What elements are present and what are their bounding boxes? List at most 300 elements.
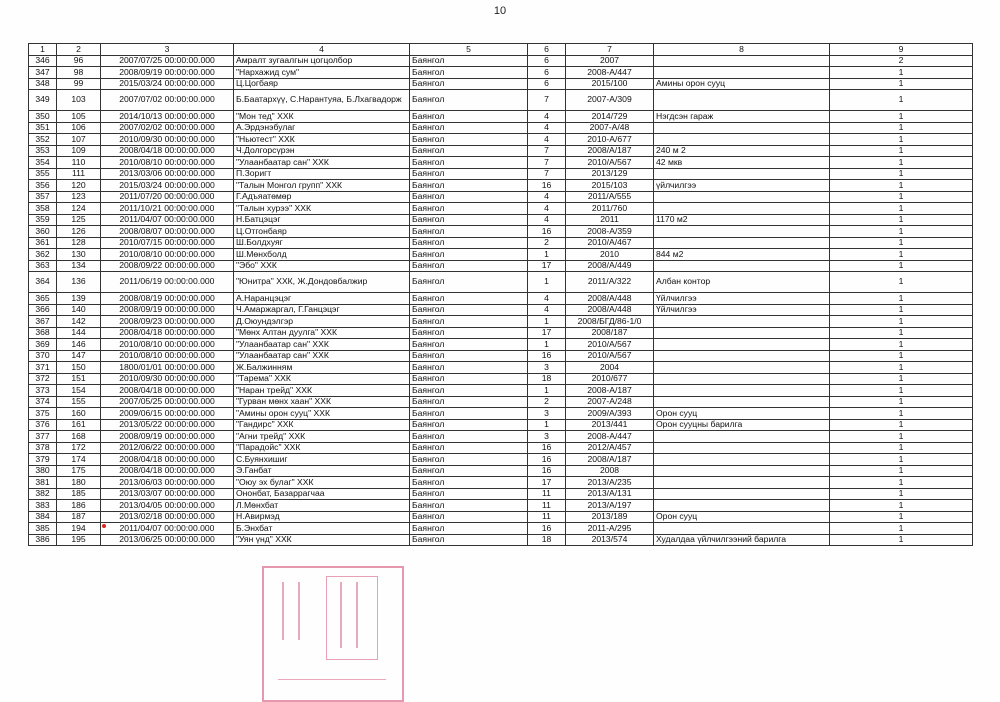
- decision-cell: 2009/А/393: [566, 408, 654, 420]
- district-cell: Баянгол: [410, 260, 528, 272]
- row-number: 381: [29, 477, 57, 489]
- decision-cell: 2012/А/457: [566, 442, 654, 454]
- name-cell: Ж.Балжинням: [234, 362, 410, 374]
- district-cell: Баянгол: [410, 385, 528, 397]
- count-cell: 1: [830, 260, 973, 272]
- district-cell: Баянгол: [410, 122, 528, 134]
- name-cell: "Талын хурээ" ХХК: [234, 203, 410, 215]
- district-cell: Баянгол: [410, 523, 528, 535]
- row-number: 359: [29, 214, 57, 226]
- row-number: 356: [29, 180, 57, 192]
- column-header-8: 8: [654, 44, 830, 56]
- date-cell: 1800/01/01 00:00:00.000: [101, 362, 234, 374]
- stamp-script-1: [282, 582, 292, 640]
- name-cell: "Наран трейд" ХХК: [234, 385, 410, 397]
- table-row: [29, 293, 973, 305]
- table-row: [29, 78, 973, 90]
- record-id: 142: [57, 316, 101, 328]
- decision-cell: 2013/129: [566, 168, 654, 180]
- khoroo-cell: 3: [528, 362, 566, 374]
- note-cell: Амины орон сууц: [654, 78, 830, 90]
- table-row: [29, 226, 973, 238]
- khoroo-cell: 1: [528, 272, 566, 293]
- date-cell: 2011/04/07 00:00:00.000: [101, 523, 234, 535]
- table-row: [29, 408, 973, 420]
- khoroo-cell: 7: [528, 168, 566, 180]
- name-cell: "Гандирс" ХХК: [234, 419, 410, 431]
- record-id: 96: [57, 55, 101, 67]
- record-id: 99: [57, 78, 101, 90]
- decision-cell: 2008/А/187: [566, 145, 654, 157]
- date-cell: 2012/06/22 00:00:00.000: [101, 442, 234, 454]
- khoroo-cell: 11: [528, 500, 566, 512]
- district-cell: Баянгол: [410, 90, 528, 111]
- date-cell: 2008/08/07 00:00:00.000: [101, 226, 234, 238]
- district-cell: Баянгол: [410, 78, 528, 90]
- row-number: 377: [29, 431, 57, 443]
- district-cell: Баянгол: [410, 488, 528, 500]
- record-id: 195: [57, 534, 101, 546]
- date-cell: 2013/06/03 00:00:00.000: [101, 477, 234, 489]
- date-cell: 2008/04/18 00:00:00.000: [101, 454, 234, 466]
- record-id: 144: [57, 327, 101, 339]
- count-cell: 1: [830, 477, 973, 489]
- khoroo-cell: 17: [528, 477, 566, 489]
- date-cell: 2011/06/19 00:00:00.000: [101, 272, 234, 293]
- district-cell: Баянгол: [410, 396, 528, 408]
- count-cell: 1: [830, 78, 973, 90]
- count-cell: 1: [830, 373, 973, 385]
- record-id: 107: [57, 134, 101, 146]
- count-cell: 1: [830, 180, 973, 192]
- row-number: 386: [29, 534, 57, 546]
- table-row: [29, 385, 973, 397]
- record-id: 186: [57, 500, 101, 512]
- khoroo-cell: 6: [528, 78, 566, 90]
- table-row: [29, 511, 973, 523]
- district-cell: Баянгол: [410, 419, 528, 431]
- khoroo-cell: 4: [528, 111, 566, 123]
- name-cell: Б.Баатархүү, С.Нарантуяа, Б.Лхагвадорж: [234, 90, 410, 111]
- khoroo-cell: 4: [528, 191, 566, 203]
- row-number: 355: [29, 168, 57, 180]
- note-cell: [654, 191, 830, 203]
- record-id: 194: [57, 523, 101, 535]
- row-number: 366: [29, 304, 57, 316]
- name-cell: Ч.Амаржаргал, Г.Ганцэцэг: [234, 304, 410, 316]
- district-cell: Баянгол: [410, 145, 528, 157]
- date-cell: 2010/08/10 00:00:00.000: [101, 350, 234, 362]
- table-row: [29, 55, 973, 67]
- date-cell: 2013/03/07 00:00:00.000: [101, 488, 234, 500]
- name-cell: Амралт зугаалгын цогцолбор: [234, 55, 410, 67]
- table-row: [29, 203, 973, 215]
- count-cell: 1: [830, 523, 973, 535]
- decision-cell: 2011/А/555: [566, 191, 654, 203]
- table-row: [29, 272, 973, 293]
- district-cell: Баянгол: [410, 191, 528, 203]
- records-table: [28, 43, 973, 546]
- record-id: 151: [57, 373, 101, 385]
- column-header-6: 6: [528, 44, 566, 56]
- decision-cell: 2011: [566, 214, 654, 226]
- count-cell: 1: [830, 350, 973, 362]
- date-cell: 2015/03/24 00:00:00.000: [101, 180, 234, 192]
- date-cell: 2011/10/21 00:00:00.000: [101, 203, 234, 215]
- row-number: 376: [29, 419, 57, 431]
- name-cell: "Гурван мөнх хаан" ХХК: [234, 396, 410, 408]
- district-cell: Баянгол: [410, 304, 528, 316]
- khoroo-cell: 18: [528, 373, 566, 385]
- count-cell: 1: [830, 500, 973, 512]
- stamp-script-2: [298, 582, 308, 640]
- district-cell: Баянгол: [410, 157, 528, 169]
- date-cell: 2008/08/19 00:00:00.000: [101, 293, 234, 305]
- record-id: 105: [57, 111, 101, 123]
- name-cell: Д.Оюундэлгэр: [234, 316, 410, 328]
- record-id: 136: [57, 272, 101, 293]
- decision-cell: 2008: [566, 465, 654, 477]
- row-number: 382: [29, 488, 57, 500]
- table-row: [29, 249, 973, 261]
- row-number: 360: [29, 226, 57, 238]
- table-row: [29, 534, 973, 546]
- decision-cell: 2007-А/309: [566, 90, 654, 111]
- row-number: 365: [29, 293, 57, 305]
- decision-cell: 2010-А/677: [566, 134, 654, 146]
- decision-cell: 2013/А/235: [566, 477, 654, 489]
- district-cell: Баянгол: [410, 111, 528, 123]
- row-number: 378: [29, 442, 57, 454]
- row-number: 346: [29, 55, 57, 67]
- count-cell: 2: [830, 55, 973, 67]
- record-id: 174: [57, 454, 101, 466]
- stamp-footer: [278, 679, 386, 694]
- row-number: 379: [29, 454, 57, 466]
- district-cell: Баянгол: [410, 168, 528, 180]
- table-body: [29, 55, 973, 546]
- khoroo-cell: 1: [528, 339, 566, 351]
- note-cell: [654, 237, 830, 249]
- date-cell: 2013/05/22 00:00:00.000: [101, 419, 234, 431]
- date-cell: 2007/02/02 00:00:00.000: [101, 122, 234, 134]
- table-row: [29, 477, 973, 489]
- name-cell: "Парадойс" ХХК: [234, 442, 410, 454]
- record-id: 155: [57, 396, 101, 408]
- name-cell: Л.Мөнхбат: [234, 500, 410, 512]
- count-cell: 1: [830, 304, 973, 316]
- red-mark: [102, 524, 106, 528]
- record-id: 109: [57, 145, 101, 157]
- date-cell: 2008/09/19 00:00:00.000: [101, 304, 234, 316]
- date-cell: 2009/06/15 00:00:00.000: [101, 408, 234, 420]
- name-cell: "Оюу эх булаг" ХХК: [234, 477, 410, 489]
- record-id: 168: [57, 431, 101, 443]
- decision-cell: 2008/А/187: [566, 454, 654, 466]
- name-cell: Н.Батцэцэг: [234, 214, 410, 226]
- record-id: 140: [57, 304, 101, 316]
- row-number: 349: [29, 90, 57, 111]
- record-id: 172: [57, 442, 101, 454]
- table-row: [29, 134, 973, 146]
- header-row: [29, 44, 973, 56]
- district-cell: Баянгол: [410, 327, 528, 339]
- date-cell: 2013/03/06 00:00:00.000: [101, 168, 234, 180]
- row-number: 347: [29, 67, 57, 79]
- date-cell: 2007/07/25 00:00:00.000: [101, 55, 234, 67]
- district-cell: Баянгол: [410, 534, 528, 546]
- row-number: 348: [29, 78, 57, 90]
- record-id: 124: [57, 203, 101, 215]
- table-row: [29, 523, 973, 535]
- date-cell: 2008/09/22 00:00:00.000: [101, 260, 234, 272]
- district-cell: Баянгол: [410, 203, 528, 215]
- count-cell: 1: [830, 511, 973, 523]
- count-cell: 1: [830, 168, 973, 180]
- date-cell: 2010/07/15 00:00:00.000: [101, 237, 234, 249]
- row-number: 363: [29, 260, 57, 272]
- count-cell: 1: [830, 293, 973, 305]
- row-number: 374: [29, 396, 57, 408]
- record-id: 139: [57, 293, 101, 305]
- column-header-5: 5: [410, 44, 528, 56]
- record-id: 130: [57, 249, 101, 261]
- name-cell: "Тарема" ХХК: [234, 373, 410, 385]
- count-cell: 1: [830, 465, 973, 477]
- khoroo-cell: 3: [528, 408, 566, 420]
- date-cell: 2011/04/07 00:00:00.000: [101, 214, 234, 226]
- date-cell: 2013/06/25 00:00:00.000: [101, 534, 234, 546]
- count-cell: 1: [830, 442, 973, 454]
- table-row: [29, 316, 973, 328]
- khoroo-cell: 4: [528, 203, 566, 215]
- district-cell: Баянгол: [410, 237, 528, 249]
- decision-cell: 2010: [566, 249, 654, 261]
- table-row: [29, 168, 973, 180]
- khoroo-cell: 17: [528, 260, 566, 272]
- count-cell: 1: [830, 249, 973, 261]
- name-cell: Э.Ганбат: [234, 465, 410, 477]
- decision-cell: 2013/574: [566, 534, 654, 546]
- row-number: 383: [29, 500, 57, 512]
- khoroo-cell: 18: [528, 534, 566, 546]
- note-cell: [654, 90, 830, 111]
- note-cell: Худалдаа үйлчилгээний барилга: [654, 534, 830, 546]
- decision-cell: 2008-А/359: [566, 226, 654, 238]
- decision-cell: 2010/А/567: [566, 157, 654, 169]
- record-id: 150: [57, 362, 101, 374]
- name-cell: "Агни трейд" ХХК: [234, 431, 410, 443]
- khoroo-cell: 1: [528, 385, 566, 397]
- note-cell: [654, 488, 830, 500]
- date-cell: 2007/05/25 00:00:00.000: [101, 396, 234, 408]
- record-id: 103: [57, 90, 101, 111]
- note-cell: [654, 350, 830, 362]
- row-number: 384: [29, 511, 57, 523]
- count-cell: 1: [830, 272, 973, 293]
- note-cell: Орон сууц: [654, 408, 830, 420]
- table-row: [29, 350, 973, 362]
- name-cell: "Мон тед" ХХК: [234, 111, 410, 123]
- count-cell: 1: [830, 408, 973, 420]
- khoroo-cell: 6: [528, 67, 566, 79]
- official-stamp: [262, 566, 404, 702]
- date-cell: 2008/09/19 00:00:00.000: [101, 67, 234, 79]
- column-header-1: 1: [29, 44, 57, 56]
- table-row: [29, 419, 973, 431]
- decision-cell: 2008/БГД/86-1/0: [566, 316, 654, 328]
- row-number: 357: [29, 191, 57, 203]
- date-cell: 2008/04/18 00:00:00.000: [101, 327, 234, 339]
- row-number: 364: [29, 272, 57, 293]
- khoroo-cell: 3: [528, 431, 566, 443]
- count-cell: 1: [830, 419, 973, 431]
- district-cell: Баянгол: [410, 408, 528, 420]
- date-cell: 2013/02/18 00:00:00.000: [101, 511, 234, 523]
- record-id: 110: [57, 157, 101, 169]
- record-id: 126: [57, 226, 101, 238]
- decision-cell: 2014/729: [566, 111, 654, 123]
- note-cell: [654, 122, 830, 134]
- note-cell: [654, 465, 830, 477]
- note-cell: Орон сууцны барилга: [654, 419, 830, 431]
- note-cell: [654, 226, 830, 238]
- district-cell: Баянгол: [410, 465, 528, 477]
- date-cell: 2008/09/19 00:00:00.000: [101, 431, 234, 443]
- note-cell: [654, 168, 830, 180]
- row-number: 350: [29, 111, 57, 123]
- table-row: [29, 362, 973, 374]
- record-id: 160: [57, 408, 101, 420]
- column-header-7: 7: [566, 44, 654, 56]
- khoroo-cell: 2: [528, 396, 566, 408]
- date-cell: 2011/07/20 00:00:00.000: [101, 191, 234, 203]
- table-row: [29, 488, 973, 500]
- khoroo-cell: 16: [528, 350, 566, 362]
- decision-cell: 2013/А/197: [566, 500, 654, 512]
- name-cell: "Улаанбаатар сан" ХХК: [234, 339, 410, 351]
- count-cell: 1: [830, 454, 973, 466]
- row-number: 351: [29, 122, 57, 134]
- note-cell: 1170 м2: [654, 214, 830, 226]
- record-id: 161: [57, 419, 101, 431]
- decision-cell: 2008/А/449: [566, 260, 654, 272]
- count-cell: 1: [830, 214, 973, 226]
- count-cell: 1: [830, 339, 973, 351]
- table-row: [29, 396, 973, 408]
- district-cell: Баянгол: [410, 55, 528, 67]
- row-number: 380: [29, 465, 57, 477]
- row-number: 368: [29, 327, 57, 339]
- table-row: [29, 442, 973, 454]
- khoroo-cell: 11: [528, 488, 566, 500]
- row-number: 367: [29, 316, 57, 328]
- date-cell: 2010/08/10 00:00:00.000: [101, 339, 234, 351]
- row-number: 370: [29, 350, 57, 362]
- name-cell: Н.Авирмэд: [234, 511, 410, 523]
- row-number: 353: [29, 145, 57, 157]
- record-id: 98: [57, 67, 101, 79]
- khoroo-cell: 16: [528, 226, 566, 238]
- count-cell: 1: [830, 90, 973, 111]
- district-cell: Баянгол: [410, 373, 528, 385]
- decision-cell: 2015/100: [566, 78, 654, 90]
- column-header-2: 2: [57, 44, 101, 56]
- name-cell: Ц.Цогбаяр: [234, 78, 410, 90]
- khoroo-cell: 4: [528, 134, 566, 146]
- record-id: 125: [57, 214, 101, 226]
- name-cell: Ононбат, Базаррагчаа: [234, 488, 410, 500]
- row-number: 358: [29, 203, 57, 215]
- district-cell: Баянгол: [410, 454, 528, 466]
- note-cell: [654, 373, 830, 385]
- district-cell: Баянгол: [410, 272, 528, 293]
- count-cell: 1: [830, 396, 973, 408]
- record-id: 111: [57, 168, 101, 180]
- table-row: [29, 180, 973, 192]
- decision-cell: 2013/441: [566, 419, 654, 431]
- decision-cell: 2013/А/131: [566, 488, 654, 500]
- name-cell: "Амины орон сууц" ХХК: [234, 408, 410, 420]
- row-number: 362: [29, 249, 57, 261]
- decision-cell: 2007-А/48: [566, 122, 654, 134]
- date-cell: 2015/03/24 00:00:00.000: [101, 78, 234, 90]
- table-row: [29, 304, 973, 316]
- row-number: 375: [29, 408, 57, 420]
- name-cell: А.Эрдэнэбулаг: [234, 122, 410, 134]
- count-cell: 1: [830, 67, 973, 79]
- decision-cell: 2015/103: [566, 180, 654, 192]
- district-cell: Баянгол: [410, 442, 528, 454]
- khoroo-cell: 7: [528, 90, 566, 111]
- date-cell: 2010/09/30 00:00:00.000: [101, 373, 234, 385]
- khoroo-cell: 4: [528, 214, 566, 226]
- name-cell: "Ньютест" ХХК: [234, 134, 410, 146]
- khoroo-cell: 7: [528, 157, 566, 169]
- count-cell: 1: [830, 122, 973, 134]
- note-cell: [654, 362, 830, 374]
- row-number: 369: [29, 339, 57, 351]
- decision-cell: 2007: [566, 55, 654, 67]
- count-cell: 1: [830, 534, 973, 546]
- table-row: [29, 327, 973, 339]
- date-cell: 2008/09/23 00:00:00.000: [101, 316, 234, 328]
- name-cell: С.Буянхишиг: [234, 454, 410, 466]
- decision-cell: 2007-А/248: [566, 396, 654, 408]
- district-cell: Баянгол: [410, 511, 528, 523]
- khoroo-cell: 16: [528, 454, 566, 466]
- name-cell: Ш.Болдхуяг: [234, 237, 410, 249]
- count-cell: 1: [830, 145, 973, 157]
- count-cell: 1: [830, 157, 973, 169]
- district-cell: Баянгол: [410, 500, 528, 512]
- decision-cell: 2010/А/567: [566, 350, 654, 362]
- record-id: 128: [57, 237, 101, 249]
- table-row: [29, 454, 973, 466]
- table-row: [29, 145, 973, 157]
- note-cell: [654, 316, 830, 328]
- name-cell: "Мөнх Алтан дуулга" ХХК: [234, 327, 410, 339]
- note-cell: 240 м 2: [654, 145, 830, 157]
- khoroo-cell: 4: [528, 304, 566, 316]
- count-cell: 1: [830, 327, 973, 339]
- name-cell: Ц.Отгонбаяр: [234, 226, 410, 238]
- district-cell: Баянгол: [410, 339, 528, 351]
- note-cell: [654, 67, 830, 79]
- row-number: 371: [29, 362, 57, 374]
- district-cell: Баянгол: [410, 249, 528, 261]
- note-cell: [654, 396, 830, 408]
